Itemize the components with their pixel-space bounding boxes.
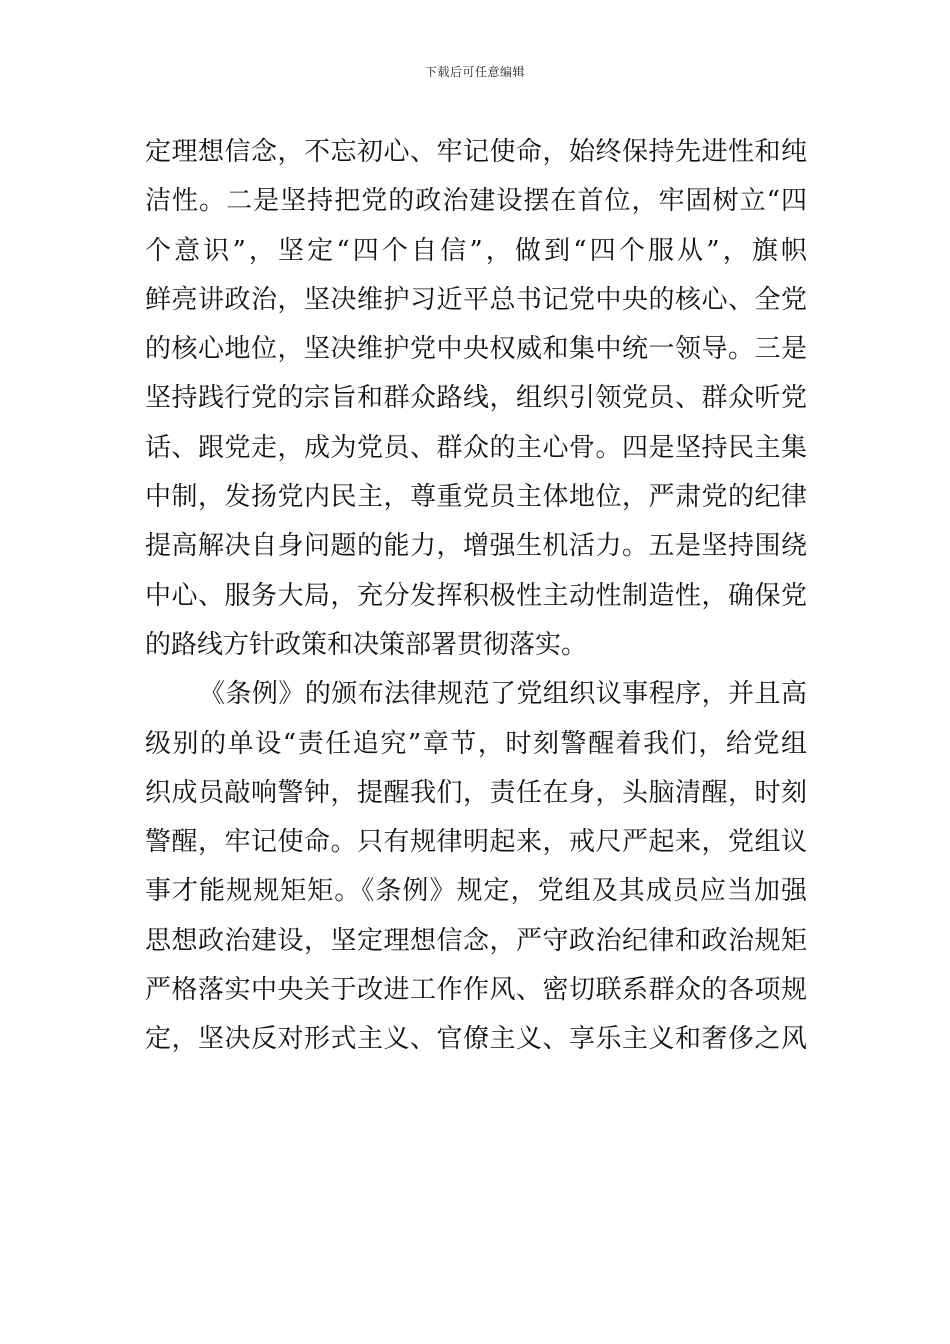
text-line: 鲜亮讲政治，坚决维护习近平总书记党中央的核心、全党	[145, 284, 807, 315]
text-line: 织成员敲响警钟，提醒我们，责任在身，头脑清醒，时刻	[145, 777, 807, 808]
text-line: 级别的单设“责任追究”章节，时刻警醒着我们，给党组	[145, 728, 807, 759]
page-header: 下载后可任意编辑	[424, 65, 525, 79]
text-line: 事才能规规矩矩。《条例》规定，党组及其成员应当加强	[145, 876, 807, 907]
text-line: 个意识”，坚定“四个自信”，做到“四个服从”，旗帜	[145, 235, 807, 266]
text-line: 提高解决自身问题的能力，增强生机活力。五是坚持围绕	[145, 531, 807, 562]
text-line: 定，坚决反对形式主义、官僚主义、享乐主义和奢侈之风	[145, 1024, 807, 1055]
text-line: 话、跟党走，成为党员、群众的主心骨。四是坚持民主集	[145, 432, 807, 463]
document-body	[145, 128, 807, 1065]
paragraph-1	[145, 128, 807, 670]
text-line: 的路线方针政策和决策部署贯彻落实。	[145, 629, 588, 660]
text-line: 严格落实中央关于改进工作作风、密切联系群众的各项规	[145, 975, 807, 1006]
text-line: 中制，发扬党内民主，尊重党员主体地位，严肃党的纪律	[145, 482, 807, 513]
text-line: 洁性。二是坚持把党的政治建设摆在首位，牢固树立“四	[145, 186, 807, 217]
text-line: 中心、服务大局，充分发挥积极性主动性制造性，确保党	[145, 580, 807, 611]
text-line: 坚持践行党的宗旨和群众路线，组织引领党员、群众听党	[145, 383, 807, 414]
text-line: 《条例》的颁布法律规范了党组织议事程序，并且高	[199, 679, 807, 710]
text-line: 定理想信念，不忘初心、牢记使命，始终保持先进性和纯	[145, 137, 807, 167]
paragraph-2	[145, 670, 807, 1064]
text-line: 思想政治建设，坚定理想信念，严守政治纪律和政治规矩	[145, 925, 807, 956]
text-line: 警醒，牢记使命。只有规律明起来，戒尺严起来，党组议	[145, 827, 807, 858]
text-line: 的核心地位，坚决维护党中央权威和集中统一领导。三是	[145, 334, 807, 365]
